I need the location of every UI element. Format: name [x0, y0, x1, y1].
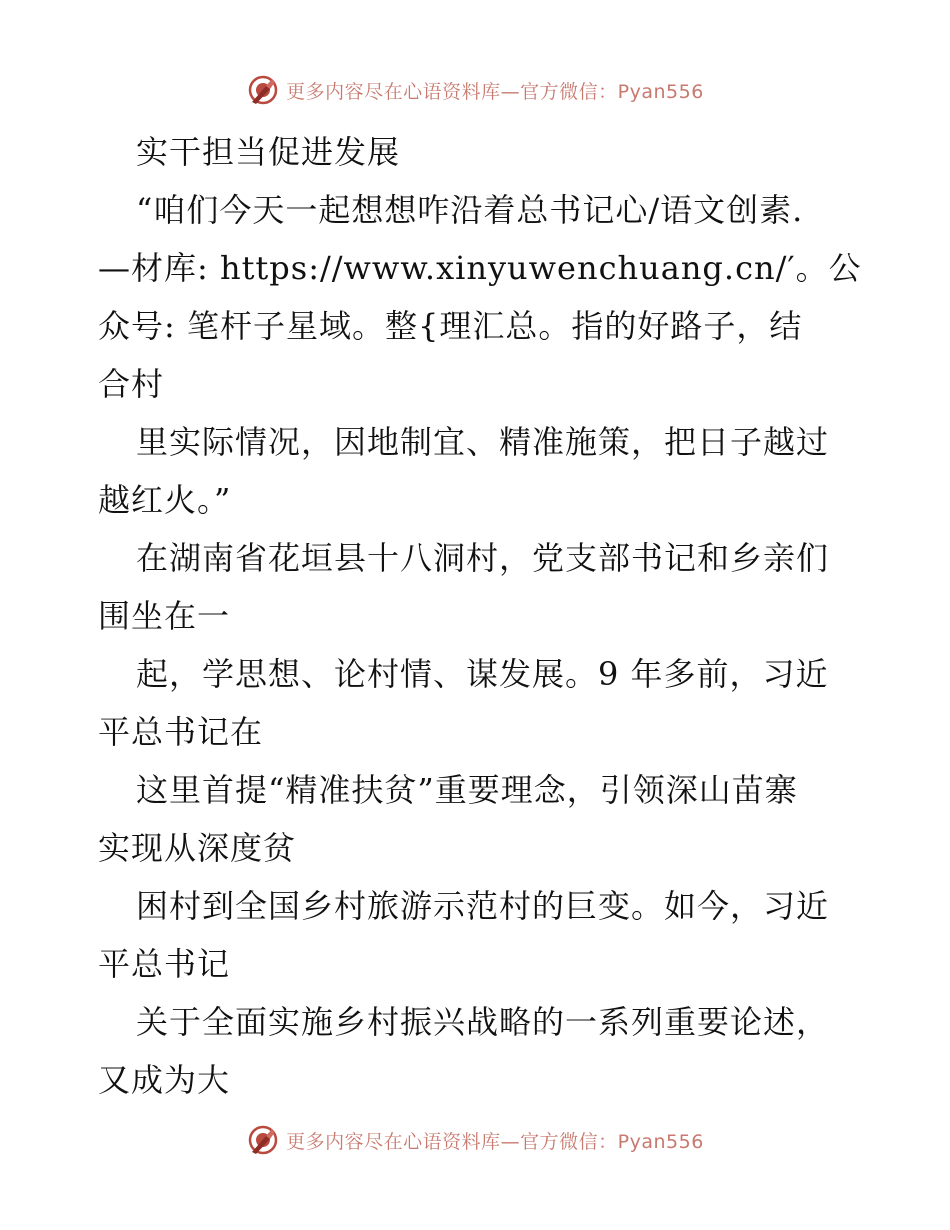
- text-line: 关于全面实施乡村振兴战略的一系列重要论述，: [136, 1003, 830, 1041]
- text-line: 平总书记在: [98, 713, 264, 751]
- text-line: 合村: [98, 365, 165, 403]
- text-line: —材库: https://www.xinyuwenchuang.cn/′。公: [98, 249, 862, 287]
- text-line: 在湖南省花垣县十八洞村，党支部书记和乡亲们: [136, 539, 830, 577]
- text-line: 困村到全国乡村旅游示范村的巨变。如今，习近: [136, 887, 830, 925]
- watermark-text: 更多内容尽在心语资料库—官方微信：Pyan556: [286, 80, 704, 103]
- heading-line: 实干担当促进发展: [136, 133, 401, 171]
- document-body: [98, 123, 862, 1109]
- text-line: 里实际情况，因地制宜、精准施策，把日子越过: [136, 423, 830, 461]
- pen-logo-icon: [246, 73, 280, 107]
- pen-logo-icon: [246, 1123, 280, 1157]
- text-line: 起，学思想、论村情、谋发展。9 年多前，习近: [136, 655, 829, 693]
- text-line: 众号: 笔杆子星域。整{理汇总。指的好路子，结: [98, 307, 803, 345]
- watermark-footer: [0, 1120, 950, 1160]
- watermark-header: [0, 70, 950, 110]
- text-line: 这里首提“精准扶贫”重要理念，引领深山苗寨: [136, 771, 798, 809]
- text-line: “咱们今天一起想想咋沿着总书记心/语文创素.: [136, 191, 804, 229]
- text-line: 围坐在一: [98, 597, 231, 635]
- text-line: 实现从深度贫: [98, 829, 297, 867]
- watermark-text: 更多内容尽在心语资料库—官方微信：Pyan556: [286, 1130, 704, 1153]
- text-line: 又成为大: [98, 1061, 231, 1099]
- text-line: 平总书记: [98, 945, 231, 983]
- text-line: 越红火。”: [98, 481, 232, 519]
